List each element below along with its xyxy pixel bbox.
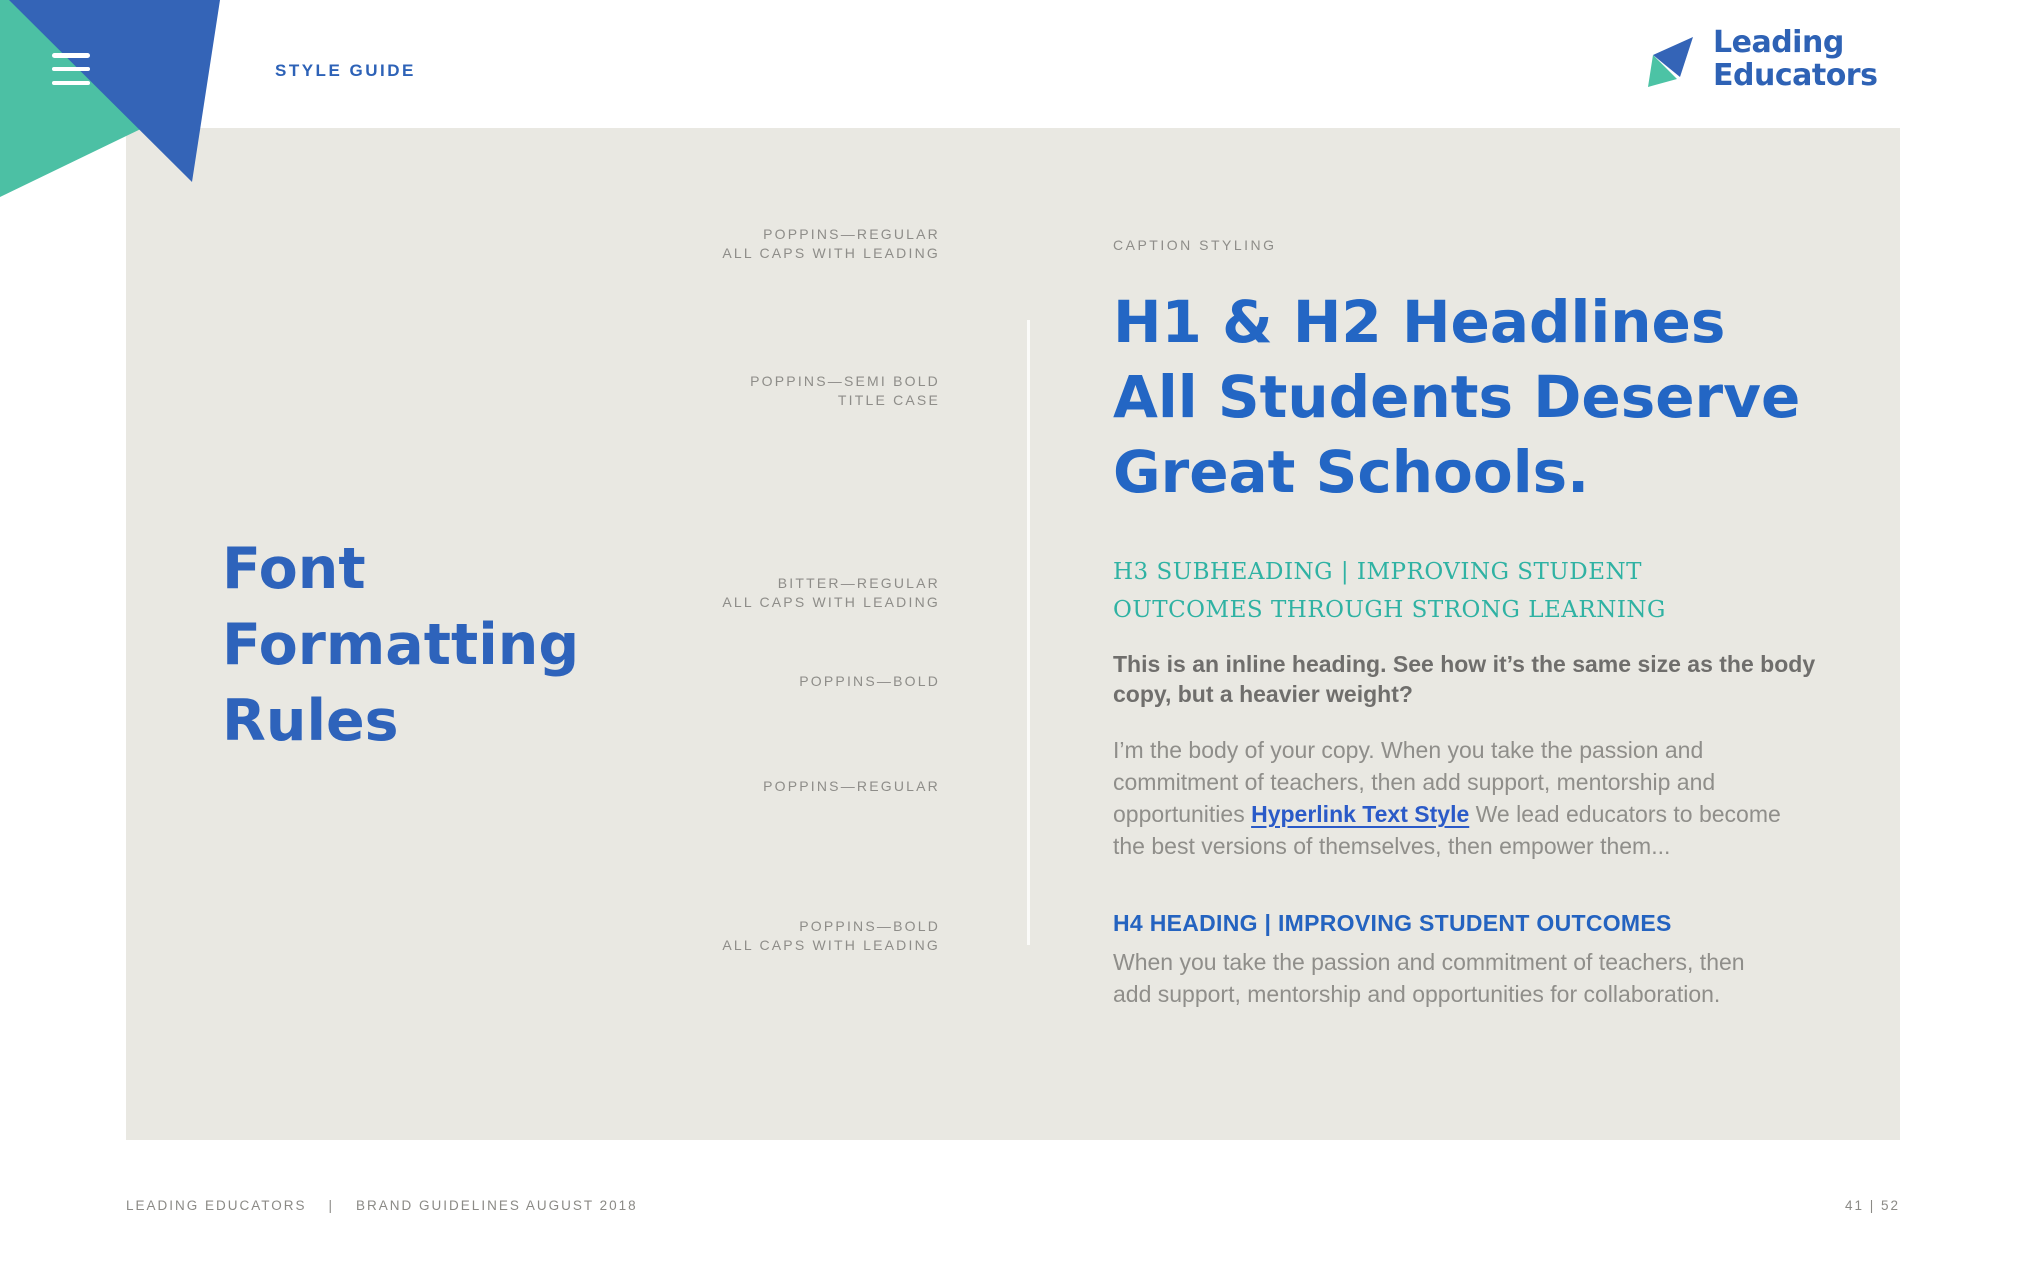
- page-title-line: Formatting: [222, 612, 580, 678]
- subheading-line: H3 SUBHEADING | IMPROVING STUDENT: [1113, 559, 1642, 585]
- vertical-divider: [1027, 320, 1030, 945]
- font-label-line: BITTER—REGULAR: [777, 575, 940, 591]
- hamburger-menu-icon[interactable]: [52, 53, 90, 85]
- body-line: the best versions of themselves, then empower them...: [1113, 833, 1671, 859]
- logo-line-1: Leading: [1713, 25, 1844, 60]
- font-label-caption-style: [722, 225, 940, 262]
- logo[interactable]: [1645, 26, 1877, 92]
- body-line: [1113, 798, 1781, 830]
- font-label-line: POPPINS—BOLD: [799, 673, 940, 689]
- body-line: commitment of teachers, then add support, mentorship and: [1113, 769, 1716, 795]
- font-label-line: POPPINS—BOLD: [799, 918, 940, 934]
- font-label-h4-style: [722, 917, 940, 954]
- caption-styling-label: CAPTION STYLING: [1113, 237, 1277, 253]
- logo-wordmark: [1713, 26, 1877, 92]
- font-label-line: ALL CAPS WITH LEADING: [722, 244, 940, 261]
- headline-line: Great Schools.: [1113, 438, 1590, 506]
- h4-heading-sample: H4 HEADING | IMPROVING STUDENT OUTCOMES: [1113, 910, 1672, 936]
- corner-decoration: [0, 0, 260, 212]
- style-guide-label: STYLE GUIDE: [275, 61, 416, 80]
- font-label-line: POPPINS—REGULAR: [763, 226, 940, 242]
- font-label-line: TITLE CASE: [837, 391, 940, 408]
- font-label-subheading-style: [722, 574, 940, 611]
- logo-arrow-icon: [1645, 30, 1697, 92]
- menu-bar: [52, 53, 90, 58]
- logo-line-2: Educators: [1713, 58, 1878, 93]
- font-label-inline-heading-style: [799, 672, 940, 691]
- footer-brand: LEADING EDUCATORS: [126, 1198, 307, 1213]
- body-line: I’m the body of your copy. When you take the passion and: [1113, 737, 1704, 763]
- footer-separator: |: [328, 1198, 335, 1213]
- font-label-body-style: [763, 777, 940, 796]
- menu-bar: [52, 81, 90, 86]
- font-label-line: POPPINS—REGULAR: [763, 778, 940, 794]
- font-label-headline-style: [750, 372, 940, 409]
- body-text: opportunities: [1113, 801, 1252, 827]
- page-number: 41 | 52: [1844, 1198, 1900, 1213]
- page-title-line: Font: [222, 536, 366, 602]
- inline-heading-sample: [1113, 649, 1815, 709]
- subheading-line: OUTCOMES THROUGH STRONG LEARNING: [1113, 597, 1666, 623]
- font-label-line: ALL CAPS WITH LEADING: [722, 593, 940, 610]
- headline-line: All Students Deserve: [1113, 363, 1801, 431]
- body-copy-sample: [1113, 734, 1781, 862]
- footer-info: [126, 1198, 638, 1213]
- inline-heading-line: This is an inline heading. See how it’s the same size as the body: [1113, 651, 1816, 677]
- headline-line: H1 & H2 Headlines: [1113, 288, 1726, 356]
- page-title: [222, 531, 579, 759]
- body-line: add support, mentorship and opportunities for collaboration.: [1113, 981, 1721, 1007]
- hyperlink-text-style[interactable]: Hyperlink Text Style: [1251, 801, 1470, 827]
- menu-bar: [52, 67, 90, 72]
- body-copy-sample-2: [1113, 946, 1745, 1010]
- body-text: We lead educators to become: [1469, 801, 1781, 827]
- font-label-line: POPPINS—SEMI BOLD: [750, 373, 940, 389]
- body-line: When you take the passion and commitment of teachers, then: [1113, 949, 1745, 975]
- page-title-line: Rules: [222, 688, 399, 754]
- font-label-line: ALL CAPS WITH LEADING: [722, 936, 940, 953]
- footer-document: BRAND GUIDELINES AUGUST 2018: [356, 1198, 638, 1213]
- h3-subheading-sample: [1113, 553, 1666, 629]
- h1-h2-headline-sample: [1113, 285, 1800, 510]
- inline-heading-line: copy, but a heavier weight?: [1113, 681, 1413, 707]
